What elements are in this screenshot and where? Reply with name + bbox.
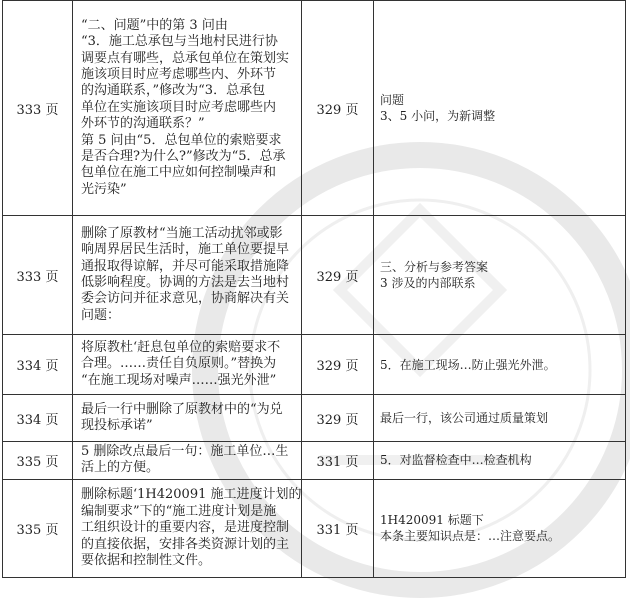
note-line: 问题 xyxy=(380,93,405,107)
change-line: 包单位在施工中应如何控制噪声和 xyxy=(81,165,277,181)
change-description-cell xyxy=(73,1,302,216)
change-line: 的直接依据，安排各类资源计划的主 xyxy=(81,536,290,552)
note-cell xyxy=(374,479,626,577)
change-line: 将原教杜‘赶息包单位的索赔要求不 xyxy=(81,339,281,355)
change-line: 施该项目时应考虑哪些内、外环节 xyxy=(81,66,277,82)
note-line: 1H420091 标题下 xyxy=(380,513,484,528)
errata-table xyxy=(2,0,626,578)
change-line: 委会访问并征求意见，协商解决有关 xyxy=(81,291,290,307)
change-line: 删除标题‘1H420091 施工进度计划的 xyxy=(81,487,302,503)
change-line: 现投标承诺” xyxy=(81,418,153,433)
change-line: “在施工现场对噪声……强光外泄” xyxy=(81,372,277,388)
change-line: “3．施工总承包与当地村民进行协 xyxy=(81,34,278,50)
change-description-cell xyxy=(73,216,302,335)
note-cell xyxy=(374,442,626,480)
note-cell xyxy=(374,395,626,442)
change-line: 第 5 问由“5．总包单位的索赔要求 xyxy=(81,132,282,148)
change-description-cell xyxy=(73,479,302,577)
change-line: 响周界居民生活时，施工单位要提早 xyxy=(81,242,290,258)
note-line: 最后一行，该公司通过质量策划 xyxy=(380,411,549,425)
note-cell xyxy=(374,1,626,216)
change-line: 工组织设计的重要内容，是进度控制 xyxy=(81,520,290,536)
note-cell xyxy=(374,335,626,395)
table-row xyxy=(3,335,626,395)
change-line: 光污染” xyxy=(81,181,127,197)
change-line: 删除了原教材“当施工活动扰邻或影 xyxy=(81,225,283,241)
table-row xyxy=(3,216,626,335)
note-cell xyxy=(374,216,626,335)
change-line: 外环节的沟通联系？” xyxy=(81,116,205,132)
original-page-cell: 334 页 xyxy=(3,395,73,442)
original-page-cell: 333 页 xyxy=(3,216,73,335)
change-line: 低影响程度。协调的方法是去当地村 xyxy=(81,275,290,290)
change-line: 合理。……责任自负原则。”替换为 xyxy=(81,356,277,372)
change-line: 活上的方便。 xyxy=(81,460,160,476)
table-row xyxy=(3,395,626,442)
new-page-cell: 329 页 xyxy=(302,1,374,216)
new-page-cell: 329 页 xyxy=(302,216,374,335)
change-line: 要依据和控制性文件。 xyxy=(81,552,212,568)
new-page-cell: 331 页 xyxy=(302,442,374,480)
change-line: 的沟通联系，”修改为“3．总承包 xyxy=(81,83,266,99)
note-line: 三、分析与参考答案 xyxy=(380,260,489,274)
original-page-cell: 335 页 xyxy=(3,479,73,577)
table-row xyxy=(3,479,626,577)
change-line: 单位在实施该项目时应考虑哪些内 xyxy=(81,99,277,115)
original-page-cell: 335 页 xyxy=(3,442,73,480)
change-description-cell xyxy=(73,395,302,442)
new-page-cell: 329 页 xyxy=(302,335,374,395)
change-line: 5 删除改点最后一句：施工单位…生 xyxy=(81,444,289,459)
change-line: 通报取得谅解，并尽可能采取措施降 xyxy=(81,258,290,274)
change-description-cell xyxy=(73,335,302,395)
change-line: 是否合理?为什么?”修改为“5．总承 xyxy=(81,149,286,165)
change-line: 编制要求”下的“施工进度计划是施 xyxy=(81,503,277,519)
change-line: “二、问题”中的第 3 问由 xyxy=(81,17,228,33)
original-page-cell: 333 页 xyxy=(3,1,73,216)
new-page-cell: 331 页 xyxy=(302,479,374,577)
original-page-cell: 334 页 xyxy=(3,335,73,395)
table-row xyxy=(3,1,626,216)
change-line: 调要点有哪些，总承包单位在策划实 xyxy=(81,50,290,66)
change-description-cell xyxy=(73,442,302,480)
note-line: 3、5 小问，为新调整 xyxy=(380,109,496,123)
change-line: 问题： xyxy=(81,307,121,323)
note-line: 3 涉及的内部联系 xyxy=(380,276,476,290)
note-line: 5．对监督检查中…检查机构 xyxy=(380,453,532,468)
new-page-cell: 329 页 xyxy=(302,395,374,442)
change-line: 最后一行中删除了原教材中的“为兑 xyxy=(81,401,283,417)
table-row xyxy=(3,442,626,480)
note-line: 本条主要知识点是：…注意要点。 xyxy=(380,529,561,544)
note-line: 5．在施工现场…防止强光外泄。 xyxy=(380,357,556,372)
